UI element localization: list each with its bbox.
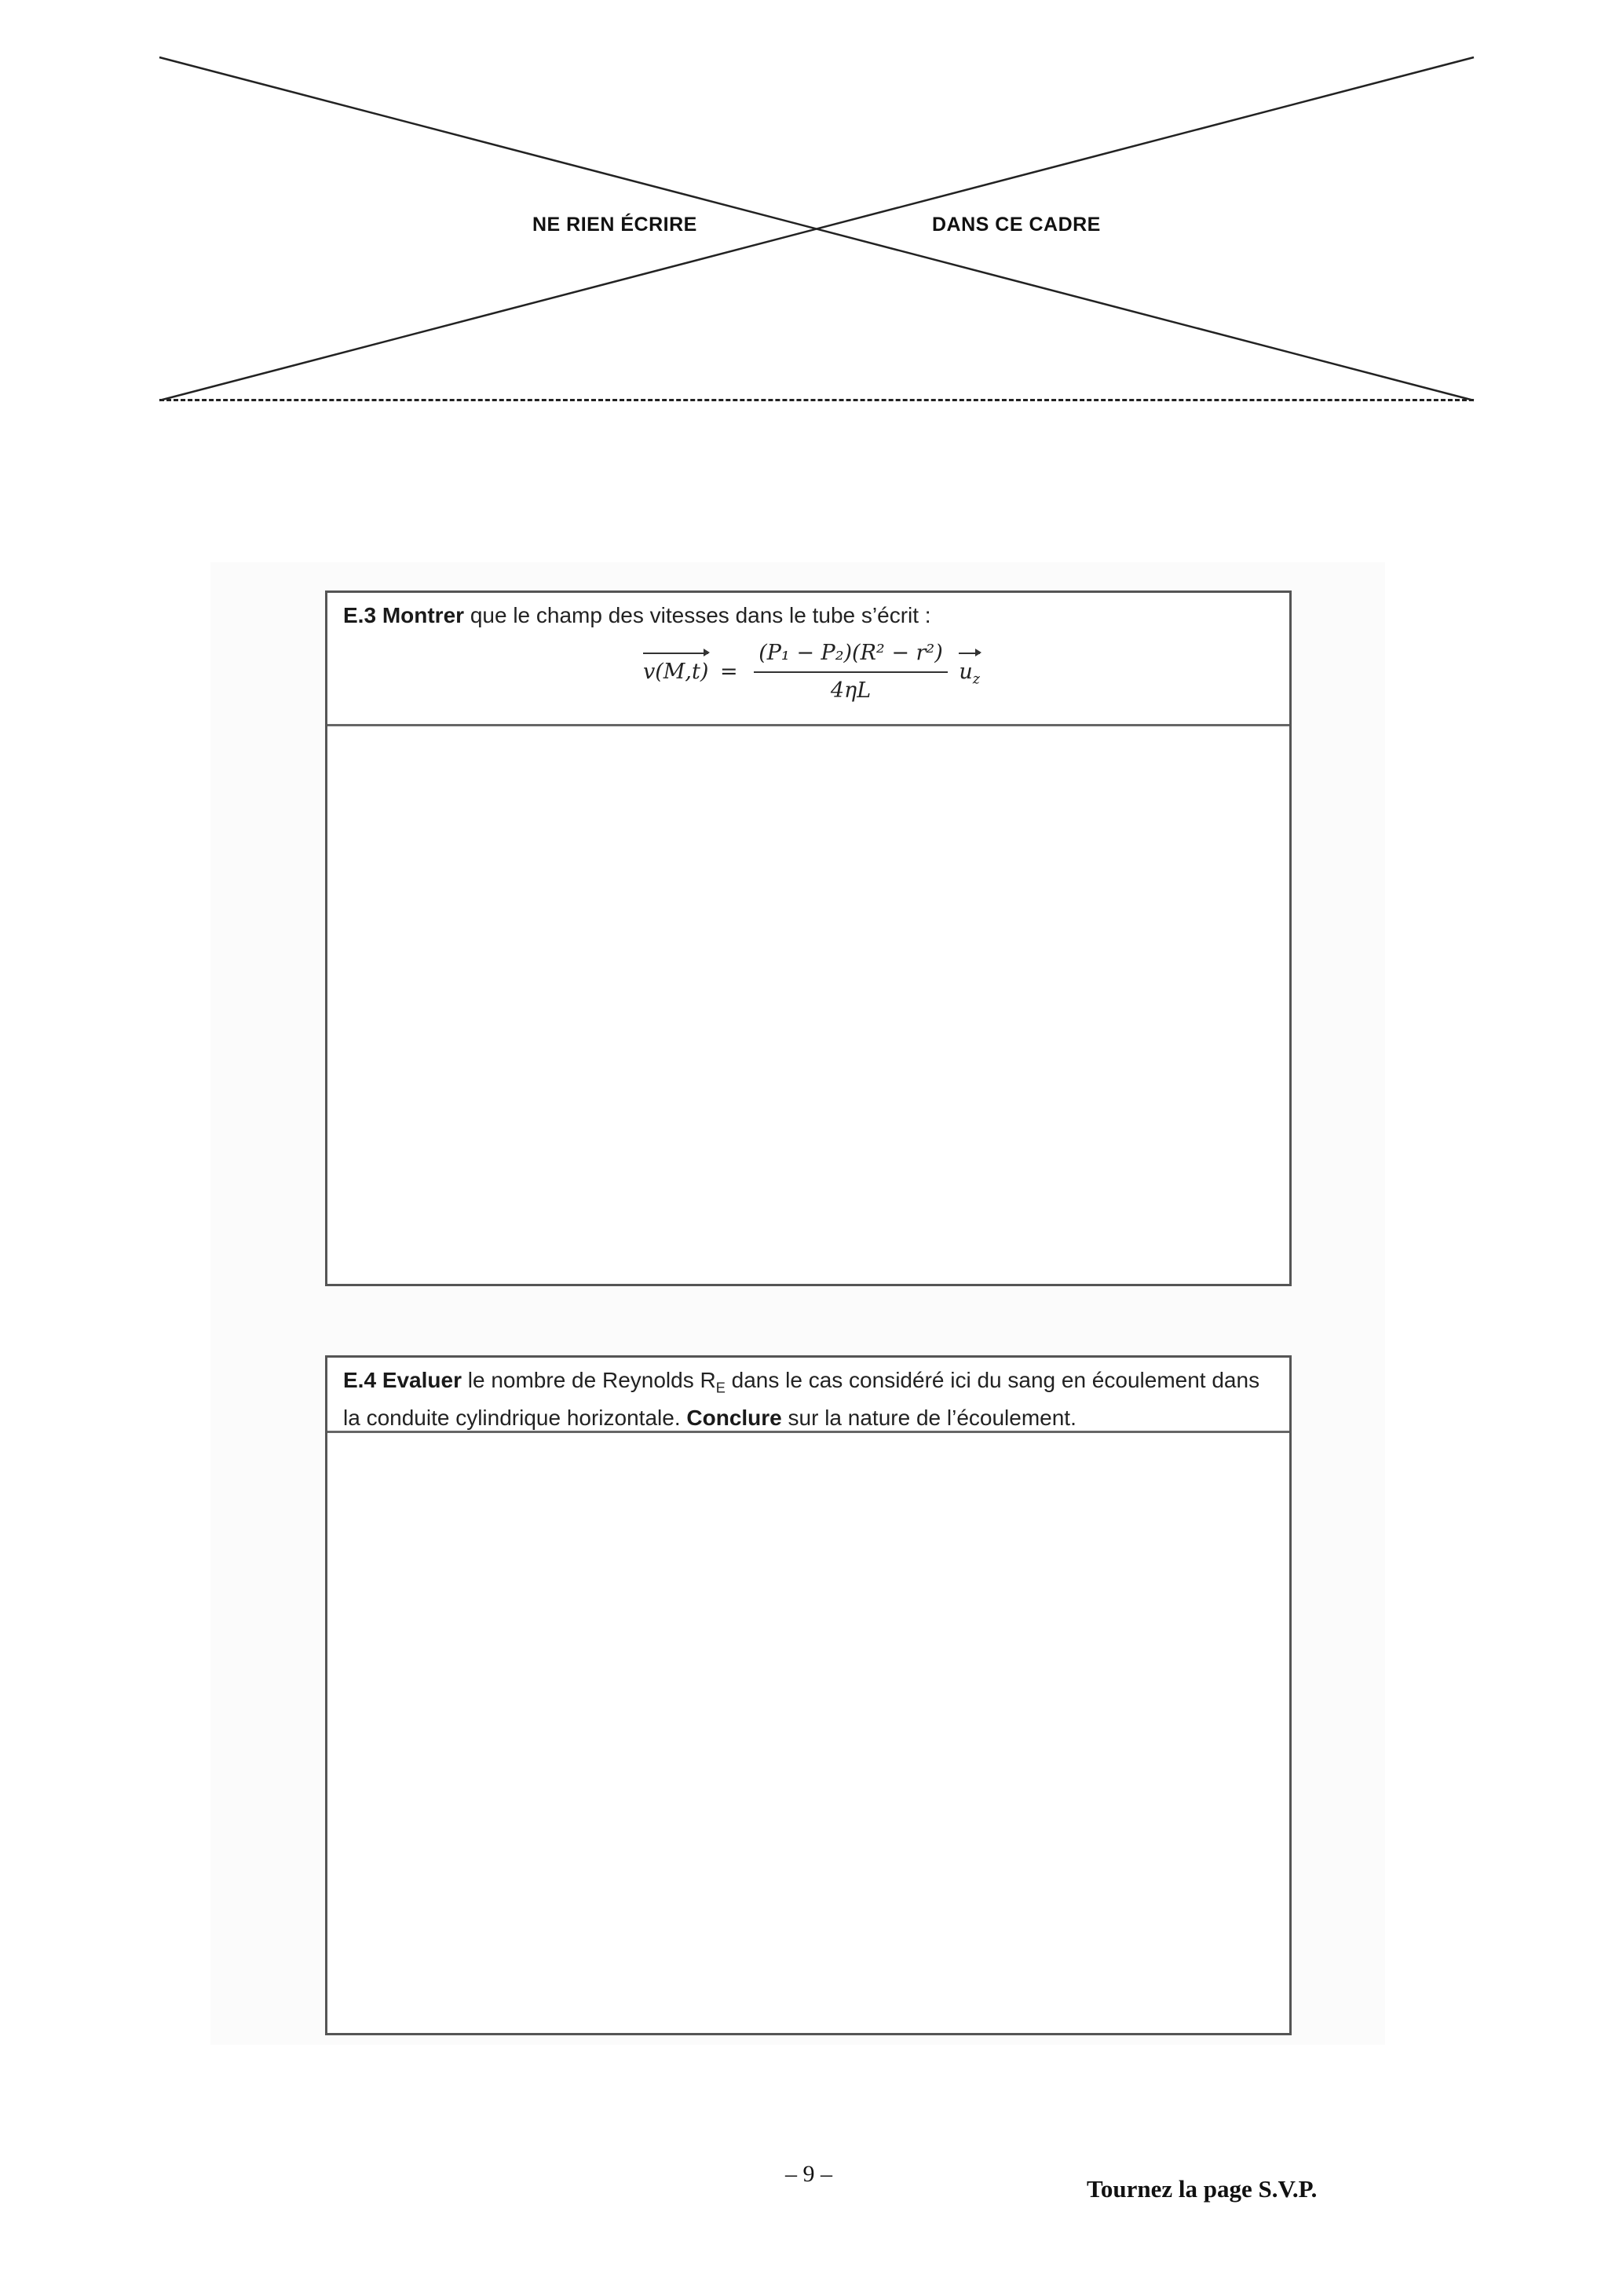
answer-area-e4[interactable]	[327, 1433, 1289, 2033]
question-text-end: sur la nature de l’écoulement.	[781, 1405, 1077, 1430]
question-verb: Montrer	[382, 603, 465, 627]
question-verb-conclure: Conclure	[686, 1405, 782, 1430]
unit-vector-uz: $u_z$	[959, 657, 980, 694]
question-text: que le champ des vitesses dans le tube s’écrit :	[464, 603, 931, 627]
formula-numerator: (P₁ − P₂)(R² − r²)	[754, 638, 948, 673]
question-id: E.3	[343, 603, 377, 627]
formula-fraction	[754, 638, 948, 706]
question-verb: Evaluer	[382, 1368, 462, 1392]
question-box-e4	[325, 1355, 1292, 2035]
question-box-e3	[325, 590, 1292, 1286]
margin-label-right: DANS CE CADRE	[932, 214, 1101, 236]
question-header-e4	[327, 1358, 1289, 1433]
formula-denominator: 4ηL	[830, 678, 872, 703]
velocity-vector: v(M,t)	[643, 657, 708, 687]
formula-equals: =	[720, 659, 738, 684]
no-write-cross	[0, 0, 1623, 408]
margin-label-left: NE RIEN ÉCRIRE	[532, 214, 697, 236]
question-id: E.4	[343, 1368, 377, 1392]
page-number: – 9 –	[785, 2161, 832, 2187]
question-header-e3	[327, 593, 1289, 726]
velocity-formula	[643, 638, 980, 706]
question-text-cont: dans le cas considéré ici du sang en écoulement dans la conduite cylindrique horizontale.	[343, 1368, 1260, 1430]
cut-line	[159, 399, 1474, 401]
turn-page-note: Tournez la page S.V.P.	[1087, 2175, 1318, 2203]
answer-area-e3[interactable]	[327, 726, 1289, 1284]
reynolds-subscript: E	[715, 1380, 726, 1396]
question-text: le nombre de Reynolds R	[461, 1368, 716, 1392]
